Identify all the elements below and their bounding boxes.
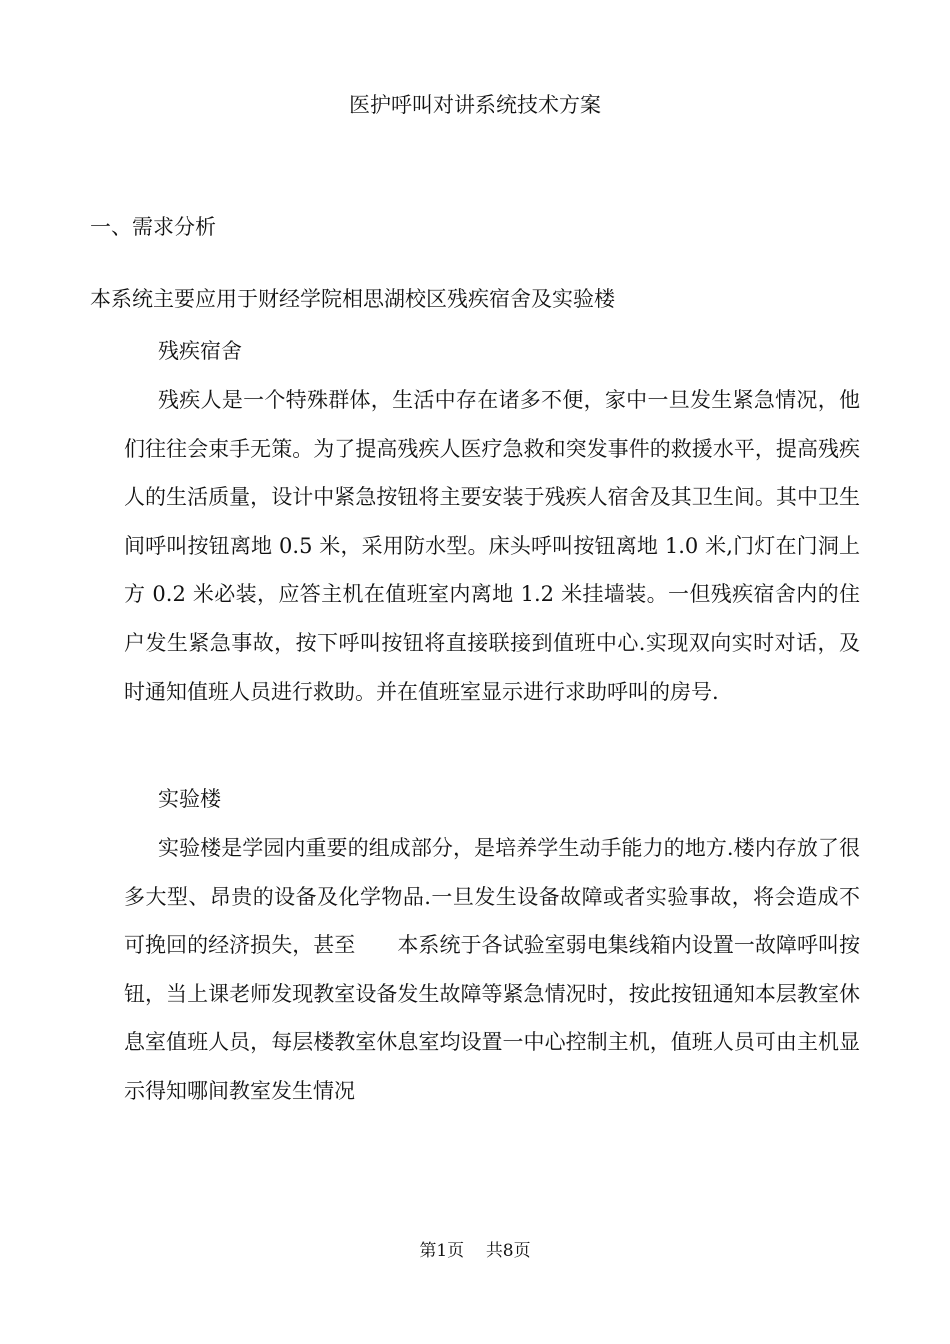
subsection-heading-dormitory: 残疾宿舍 [158,339,242,363]
page-footer [0,1239,950,1263]
subsection-heading-lab-building: 实验楼 [158,787,221,811]
paragraph-dormitory: 残疾人是一个特殊群体，生活中存在诸多不便，家中一旦发生紧急情况，他们往往会束手无策。为了提高残疾人医疗急救和突发事件的救援水平，提高残疾人的生活质量，设计中紧急按钮将主要安装于残疾人宿舍及其卫生间。其中卫生间呼叫按钮离地 0.5 米，采用防水型。床头呼叫按钮离地 1.0 米,门灯在门洞上方 0.2 米必装，应答主机在值班室内离地 1.2 米挂墙装。一但残疾宿舍内的住户发生紧急事故，按下呼叫按钮将直接联接到值班中心.实现双向实时对话，及时通知值班人员进行救助。并在值班室显示进行求助呼叫的房号. [124,388,860,704]
paragraph-lab-building: 实验楼是学园内重要的组成部分，是培养学生动手能力的地方.楼内存放了很多大型、昂贵的设备及化学物品.一旦发生设备故障或者实验事故，将会造成不可挽回的经济损失，甚至 本系统于各试验室弱电集线箱内设置一故障呼叫按钮，当上课老师发现教室设备发生故障等紧急情况时，按此按钮通知本层教室休息室值班人员，每层楼教室休息室均设置一中心控制主机，值班人员可由主机显示得知哪间教室发生情况 [124,836,860,1103]
intro-text: 本系统主要应用于财经学院相思湖校区残疾宿舍及实验楼 [90,287,615,311]
page-number: 第1页 [419,1241,465,1261]
page-total: 共8页 [485,1241,531,1261]
section-heading: 一、需求分析 [90,215,216,239]
document-title: 医护呼叫对讲系统技术方案 [349,93,601,117]
